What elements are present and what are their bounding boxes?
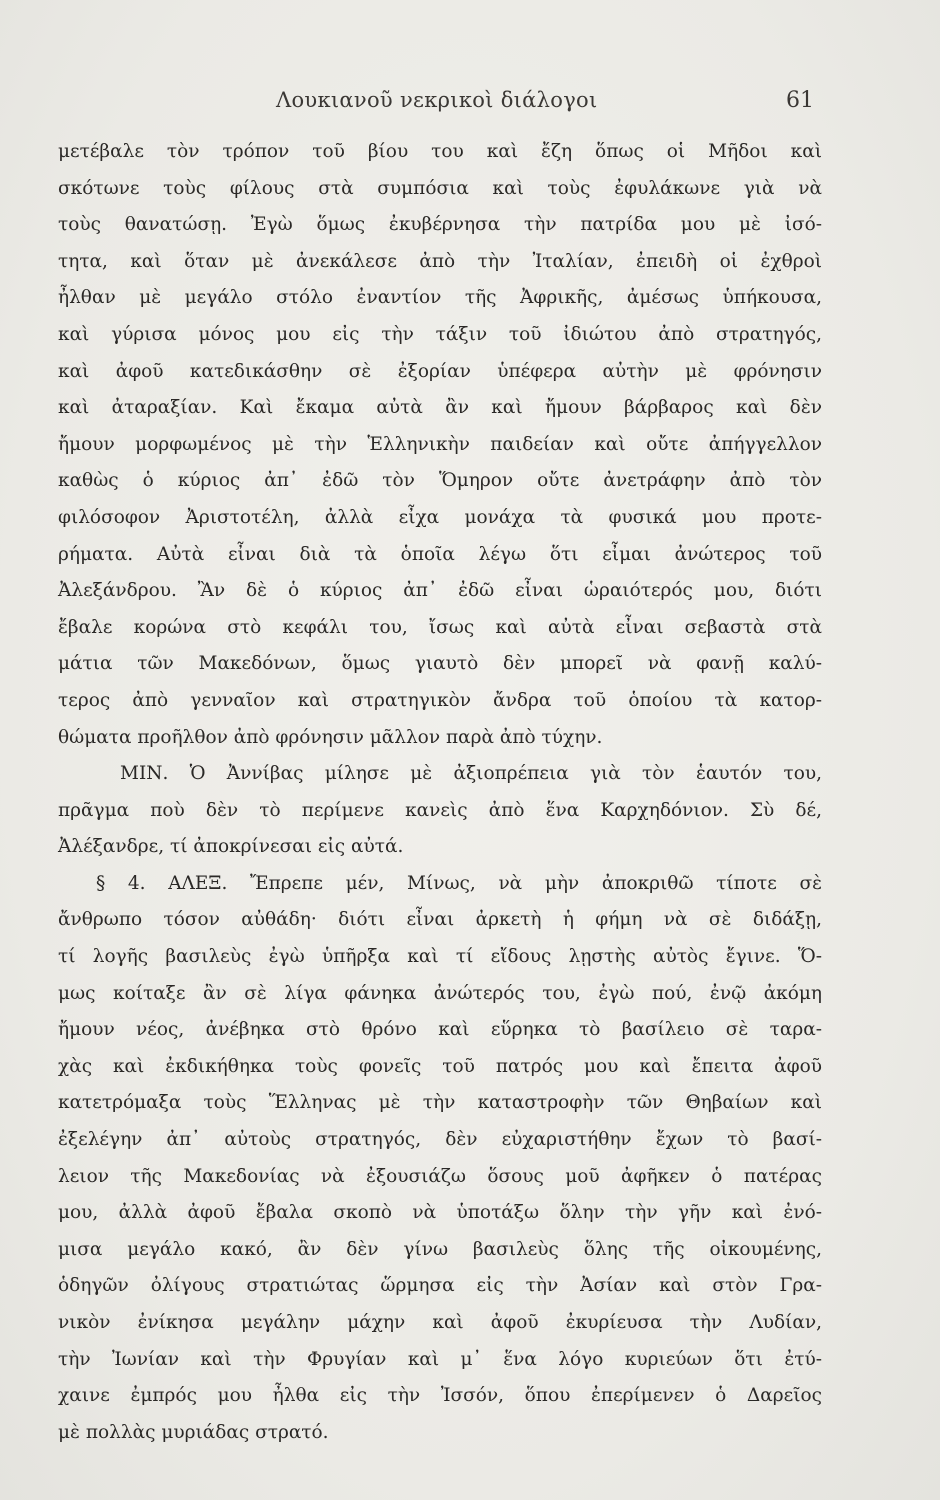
text-line: Ἀλεξάνδρου. Ἂν δὲ ὁ κύριος ἀπ᾽ ἐδῶ εἶναι ὡραιότερός μου, διότι [58,580,822,602]
text-line: λειον τῆς Μακεδονίας νὰ ἐξουσιάζω ὅσους μοῦ ἀφῆκεν ὁ πατέρας [58,1165,822,1187]
text-line: ἤμουν μορφωμένος μὲ τὴν Ἑλληνικὴν παιδείαν καὶ οὔτε ἀπήγγελλον [58,433,822,455]
text-line: καὶ ἀφοῦ κατεδικάσθην σὲ ἐξορίαν ὑπέφερα αὐτὴν μὲ φρόνησιν [58,360,822,382]
paragraph-end-line: θώματα προῆλθον ἀπὸ φρόνησιν μᾶλλον παρὰ ἀπὸ τύχην. [58,726,603,748]
text-line: μως κοίταξε ἂν σὲ λίγα φάνηκα ἀνώτερός του, ἐγὼ πού, ἐνῷ ἀκόμη [58,982,822,1004]
text-line: ἐξελέγην ἀπ᾽ αὐτοὺς στρατηγός, δὲν εὐχαριστήθην ἔχων τὸ βασί- [58,1129,822,1151]
text-line: τητα, καὶ ὅταν μὲ ἀνεκάλεσε ἀπὸ τὴν Ἰταλίαν, ἐπειδὴ οἱ ἐχθροὶ [58,250,822,272]
text-line: καὶ γύρισα μόνος μου εἰς τὴν τάξιν τοῦ ἰδιώτου ἀπὸ στρατηγός, [58,323,822,345]
text-line: χαινε ἐμπρός μου ἦλθα εἰς τὴν Ἰσσόν, ὅπου ἐπερίμενεν ὁ Δαρεῖος [58,1385,822,1407]
text-line: ὁδηγῶν ὀλίγους στρατιώτας ὥρμησα εἰς τὴν Ἀσίαν καὶ στὸν Γρα- [58,1275,822,1297]
text-line: φιλόσοφον Ἀριστοτέλη, ἀλλὰ εἶχα μονάχα τὰ φυσικά μου προτε- [58,506,822,528]
text-line: κατετρόμαξα τοὺς Ἕλληνας μὲ τὴν καταστροφὴν τῶν Θηβαίων καὶ [58,1092,822,1114]
text-line: μισα μεγάλο κακό, ἂν δὲν γίνω βασιλεὺς ὅλης τῆς οἰκουμένης, [58,1238,822,1260]
text-line: σκότωνε τοὺς φίλους στὰ συμπόσια καὶ τοὺς ἐφυλάκωνε γιὰ νὰ [58,177,822,199]
section-4-heading-line: § 4. ΑΛΕΞ. Ἔπρεπε μέν, Μίνως, νὰ μὴν ἀποκριθῶ τίποτε σὲ [96,872,822,894]
text-line: μου, ἀλλὰ ἀφοῦ ἔβαλα σκοπὸ νὰ ὑποτάξω ὅλην τὴν γῆν καὶ ἐνό- [58,1202,822,1224]
running-head [0,88,940,118]
running-title: Λουκιανοῦ νεκρικοὶ διάλογοι [276,88,598,112]
text-line: τί λογῆς βασιλεὺς ἐγὼ ὑπῆρξα καὶ τί εἴδους λῃστὴς αὐτὸς ἔγινε. Ὅ- [58,946,822,968]
text-line: ρήματα. Αὐτὰ εἶναι διὰ τὰ ὁποῖα λέγω ὅτι εἶμαι ἀνώτερος τοῦ [58,543,822,565]
paragraph-end-line: Ἀλέξανδρε, τί ἀποκρίνεσαι εἰς αὐτά. [58,836,404,858]
text-line: τοὺς θανατώσῃ. Ἐγὼ ὅμως ἐκυβέρνησα τὴν πατρίδα μου μὲ ἰσό- [58,214,822,236]
text-line: μάτια τῶν Μακεδόνων, ὅμως γιαυτὸ δὲν μπορεῖ νὰ φανῇ καλύ- [58,653,822,675]
text-line: τὴν Ἰωνίαν καὶ τὴν Φρυγίαν καὶ μ᾽ ἕνα λόγο κυριεύων ὅτι ἐτύ- [58,1348,822,1370]
text-line: μετέβαλε τὸν τρόπον τοῦ βίου του καὶ ἔζη ὅπως οἱ Μῆδοι καὶ [58,141,822,162]
page-number: 61 [786,88,814,113]
text-line: νικὸν ἐνίκησα μεγάλην μάχην καὶ ἀφοῦ ἐκυρίευσα τὴν Λυδίαν, [58,1312,822,1333]
paragraph-end-line: μὲ πολλὰς μυριάδας στρατό. [58,1421,329,1443]
text-line: ἤμουν νέος, ἀνέβηκα στὸ θρόνο καὶ εὕρηκα τὸ βασίλειο σὲ ταρα- [58,1019,822,1041]
text-line: χὰς καὶ ἐκδικήθηκα τοὺς φονεῖς τοῦ πατρός μου καὶ ἔπειτα ἀφοῦ [58,1055,822,1077]
text-line: τερος ἀπὸ γενναῖον καὶ στρατηγικὸν ἄνδρα τοῦ ὁποίου τὰ κατορ- [58,689,822,711]
text-line: καὶ ἀταραξίαν. Καὶ ἔκαμα αὐτὰ ἂν καὶ ἤμουν βάρβαρος καὶ δὲν [58,397,822,419]
text-line: ἄνθρωπο τόσον αὐθάδη· διότι εἶναι ἀρκετὴ ἡ φήμη νὰ σὲ διδάξῃ, [58,909,822,931]
speaker-line-minos: ΜΙΝ. Ὁ Ἀννίβας μίλησε μὲ ἀξιοπρέπεια γιὰ τὸν ἑαυτόν του, [120,763,822,785]
text-line: ἔβαλε κορώνα στὸ κεφάλι του, ἴσως καὶ αὐτὰ εἶναι σεβαστὰ στὰ [58,616,822,638]
text-line: ἦλθαν μὲ μεγάλο στόλο ἐναντίον τῆς Ἀφρικῆς, ἀμέσως ὑπήκουσα, [58,287,822,309]
body-text [58,134,822,1451]
text-line: καθὼς ὁ κύριος ἀπ᾽ ἐδῶ τὸν Ὅμηρον οὔτε ἀνετράφην ἀπὸ τὸν [58,470,822,492]
text-line: πρᾶγμα ποὺ δὲν τὸ περίμενε κανεὶς ἀπὸ ἕνα Καρχηδόνιον. Σὺ δέ, [58,799,822,821]
